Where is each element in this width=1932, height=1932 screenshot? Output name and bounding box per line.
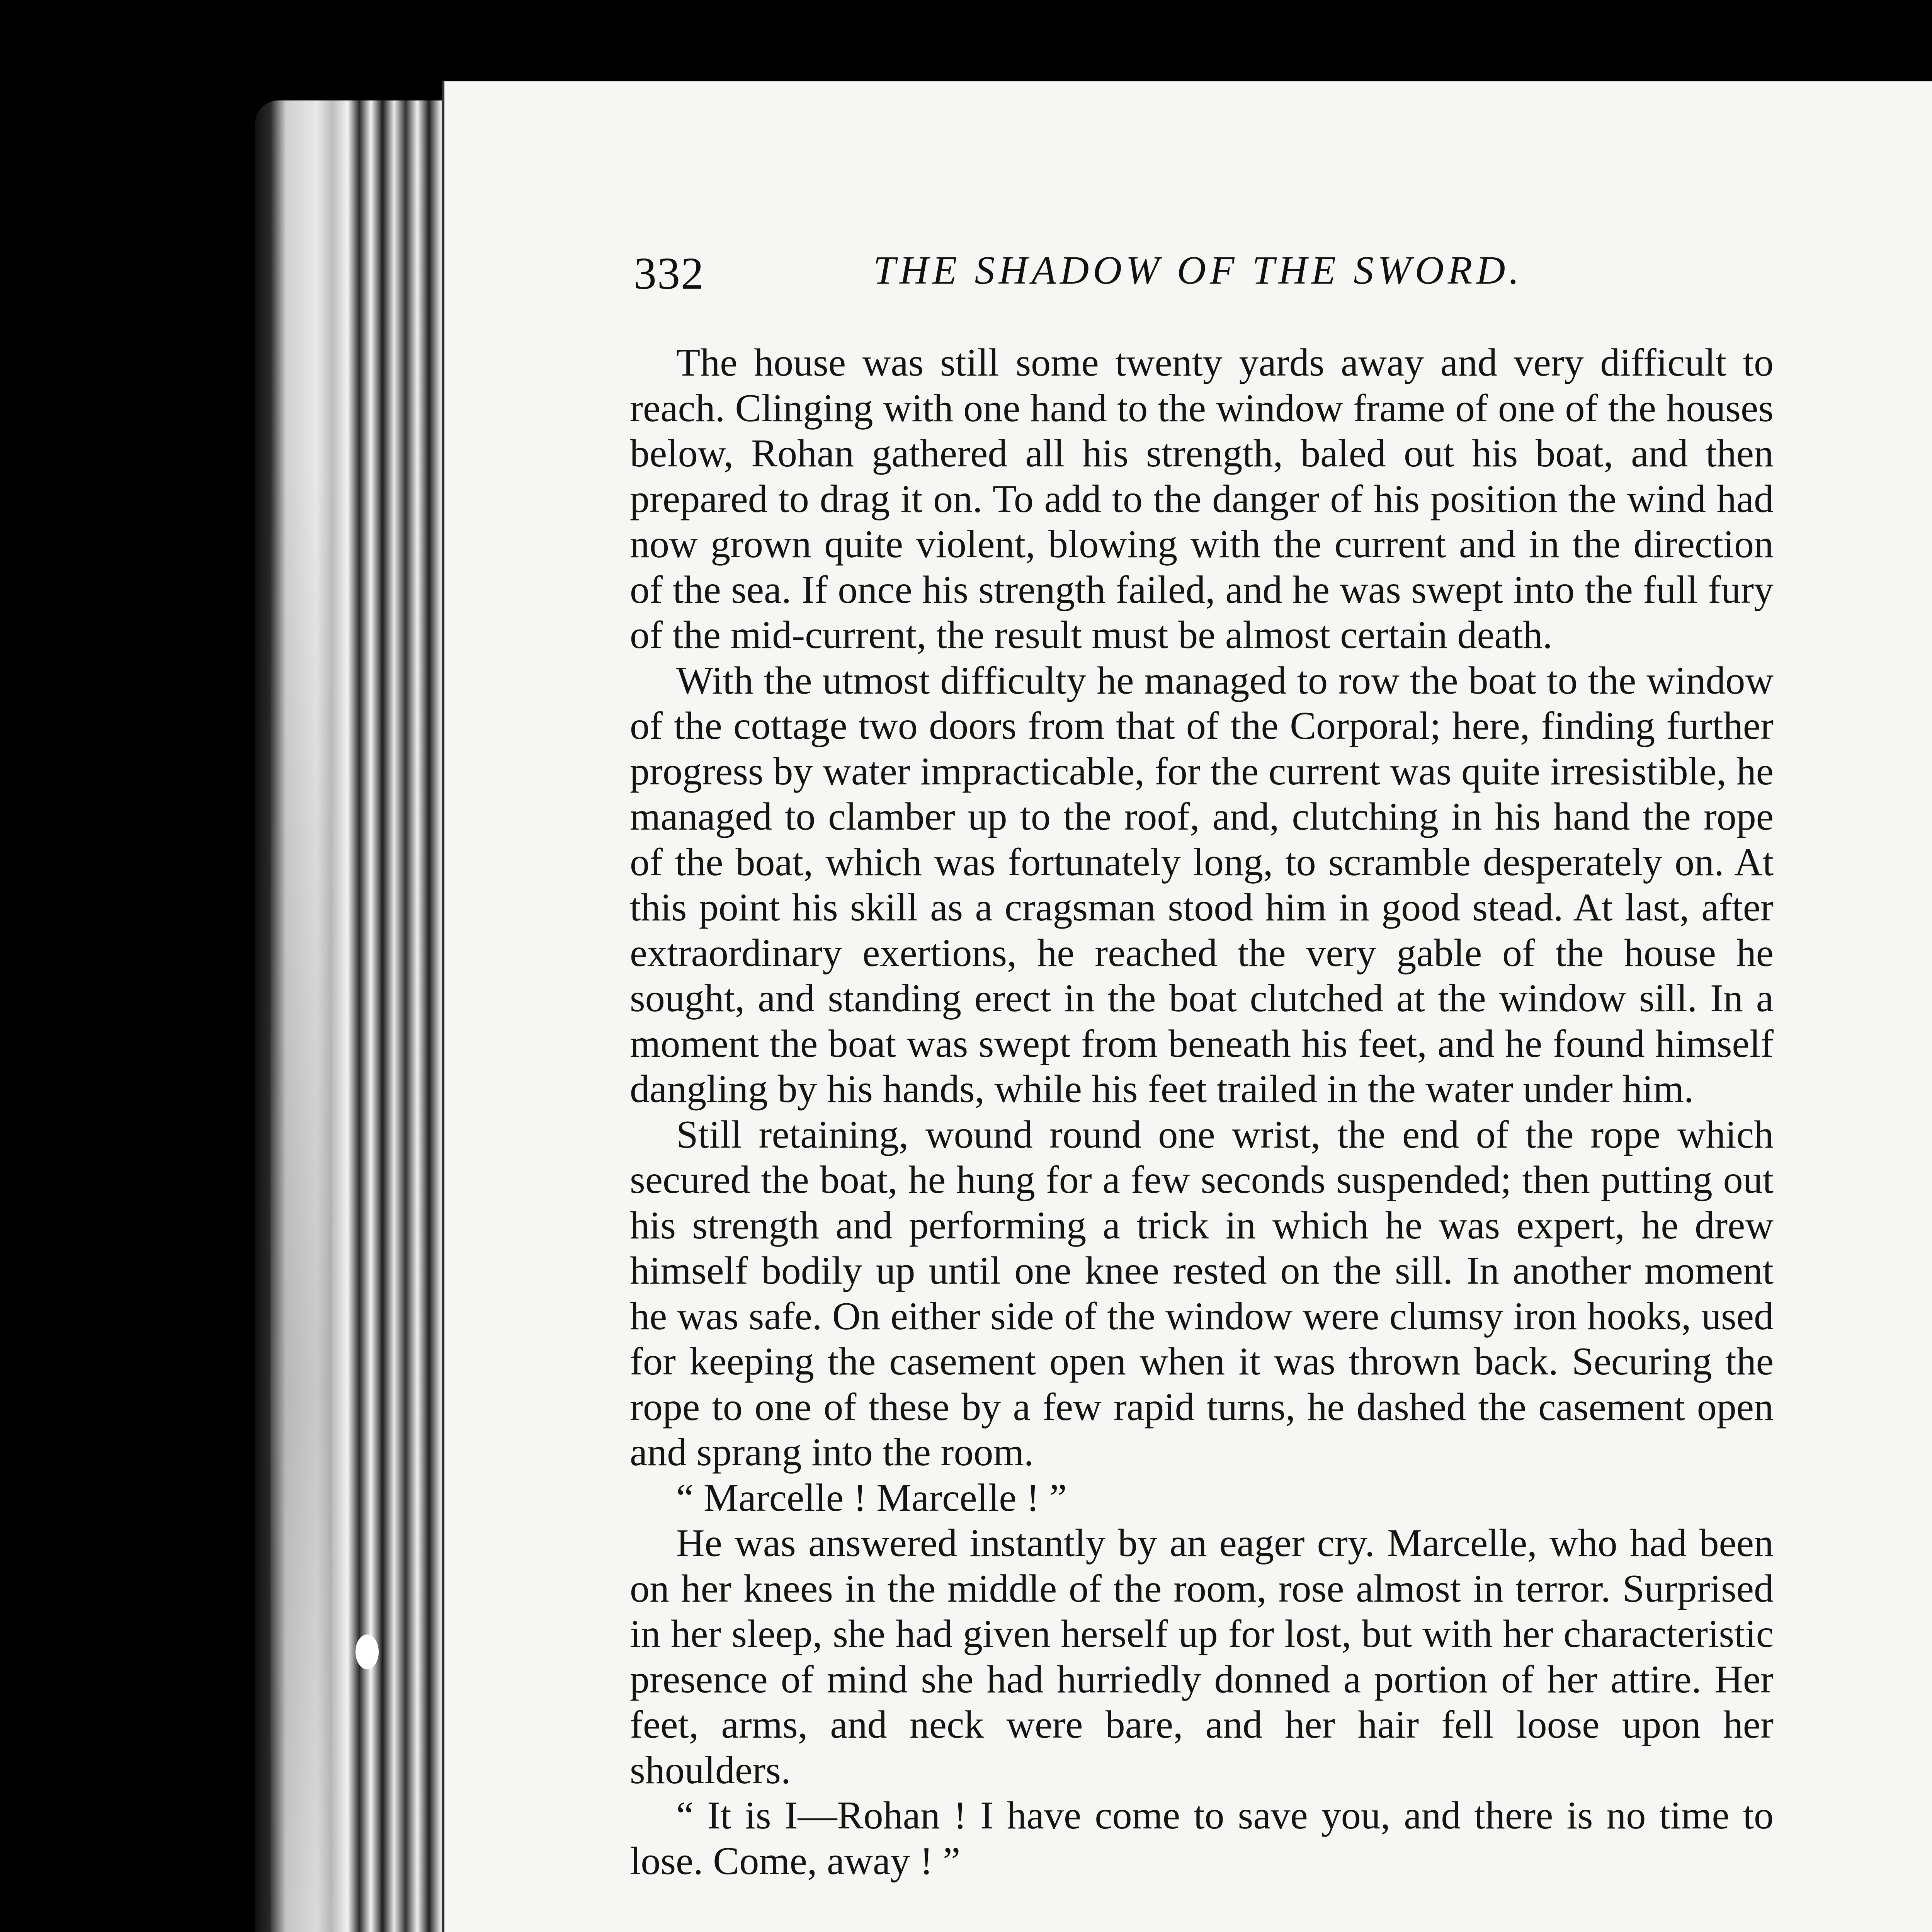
paragraph-last: “ It is I—Rohan ! I have come to save you, and there is no time to lose. Come, away ! ” [630,1794,1774,1883]
page-edge-shadow [270,464,332,1932]
running-head [634,247,1747,301]
paragraph-exclamation: “ Marcelle ! Marcelle ! ” [676,1476,1067,1520]
paragraph: Still retaining, wound round one wrist, the end of the rope which secured the boat, he hung for a few seconds suspended; then putting out his strength and performing a trick in which he was expert, he drew himself bodily up until one knee rested on the sill. In another moment he was safe. On either side of the window were clumsy iron hooks, used for keeping the casement open when it was thrown back. Securing the rope to one of these by a few rapid turns, he dashed the casement open and sprang into the room. [630,1112,1774,1474]
running-title: THE SHADOW OF THE SWORD. [873,248,1523,293]
paragraph: The house was still some twenty yards away and very difficult to reach. Clinging with one hand to the window frame of one of the houses below, Rohan gathered all his strength, baled out his boat, and then prepared to drag it on. To add to the danger of his position the wind had now grown quite violent, blowing with the current and in the direction of the sea. If once his strength failed, and he was swept into the full fury of the mid-current, the result must be almost certain death. [630,341,1774,657]
paragraph: With the utmost difficulty he managed to row the boat to the window of the cottage two doors from that of the Corporal; here, finding further progress by water impracticable, for the current was quite irresistible, he managed to clamber up to the roof, and, clutching in his hand the rope of the boat, which was fortunately long, to scramble desperately on. At this point his skill as a cragsman stood him in good stead. At last, after extraordinary exertions, he reached the very gable of the house he sought, and standing erect in the boat clutched at the window sill. In a moment the boat was swept from beneath his feet, and he found himself dangling by his hands, while his feet trailed in the water under him. [630,658,1774,1111]
paper-tear-mark [355,1634,379,1669]
paragraph: He was answered instantly by an eager cry. Marcelle, who had been on her knees in the middle of the room, rose almost in terror. Surprised in her sleep, she had given herself up for lost, but with her characteristic presence of mind she had hurriedly donned a portion of her attire. Her feet, arms, and neck were bare, and her hair fell loose upon her shoulders. [630,1521,1774,1792]
page-number: 332 [634,248,704,299]
body-text [630,340,1774,1884]
